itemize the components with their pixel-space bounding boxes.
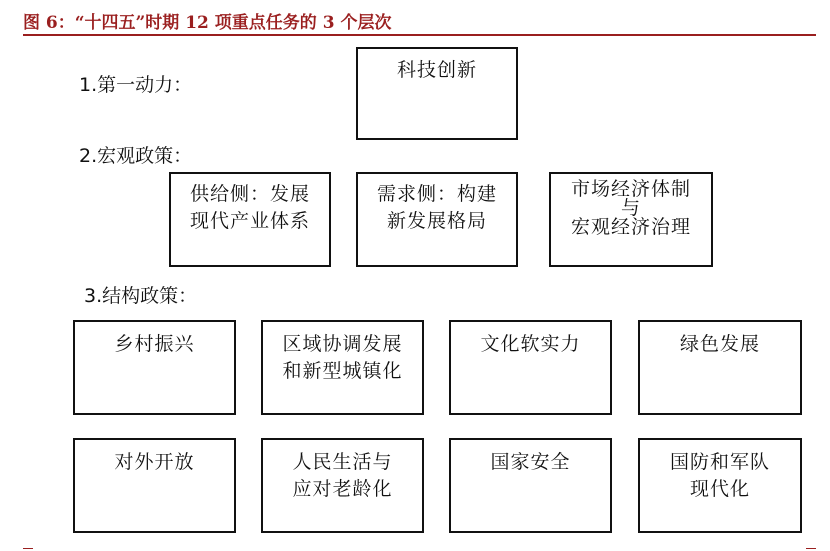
- box-text-line: 乡村振兴: [114, 333, 195, 355]
- box-text-line: 区域协调发展: [282, 333, 403, 355]
- box-text-line: 供给侧：发展: [189, 183, 310, 205]
- box-text-line: 国家安全: [490, 451, 571, 473]
- title-rule: [23, 34, 816, 36]
- box-text-line: 现代化: [689, 478, 750, 500]
- section-label-structural-policy: 3.结构政策：: [84, 285, 198, 307]
- box-text-line: 现代产业体系: [189, 210, 310, 232]
- box-text-line: 国防和军队: [669, 451, 770, 473]
- box-text-line: 与: [620, 197, 641, 219]
- box-text-line: 文化软实力: [480, 333, 581, 355]
- box-national-security: [449, 438, 612, 533]
- section-label-macro-policy: 2.宏观政策：: [79, 145, 193, 167]
- section-label-first-driver: 1.第一动力：: [79, 74, 193, 96]
- box-tech-innovation: [356, 47, 518, 140]
- box-supply-side: [169, 172, 331, 267]
- corner-mark-right: [806, 548, 816, 549]
- box-demand-side: [356, 172, 518, 267]
- figure-title: 图 6：“十四五”时期 12 项重点任务的 3 个层次: [23, 13, 392, 33]
- box-text-line: 科技创新: [396, 59, 477, 81]
- box-text-line: 应对老龄化: [292, 478, 393, 500]
- box-text-line: 对外开放: [114, 451, 195, 473]
- box-text-line: 新发展格局: [386, 210, 487, 232]
- box-green-development: [638, 320, 802, 415]
- box-rural-revitalization: [73, 320, 236, 415]
- box-text-line: 绿色发展: [679, 333, 760, 355]
- box-cultural-soft-power: [449, 320, 612, 415]
- box-text-line: 和新型城镇化: [282, 360, 403, 382]
- box-defense-modernization: [638, 438, 802, 533]
- box-market-economy: [549, 172, 713, 267]
- box-livelihood-aging: [261, 438, 424, 533]
- box-text-line: 市场经济体制: [570, 178, 691, 200]
- box-text-line: 人民生活与: [292, 451, 393, 473]
- box-regional-development: [261, 320, 424, 415]
- box-opening-up: [73, 438, 236, 533]
- box-text-line: 宏观经济治理: [570, 216, 691, 238]
- box-text-line: 需求侧：构建: [376, 183, 497, 205]
- corner-mark-left: [23, 548, 33, 549]
